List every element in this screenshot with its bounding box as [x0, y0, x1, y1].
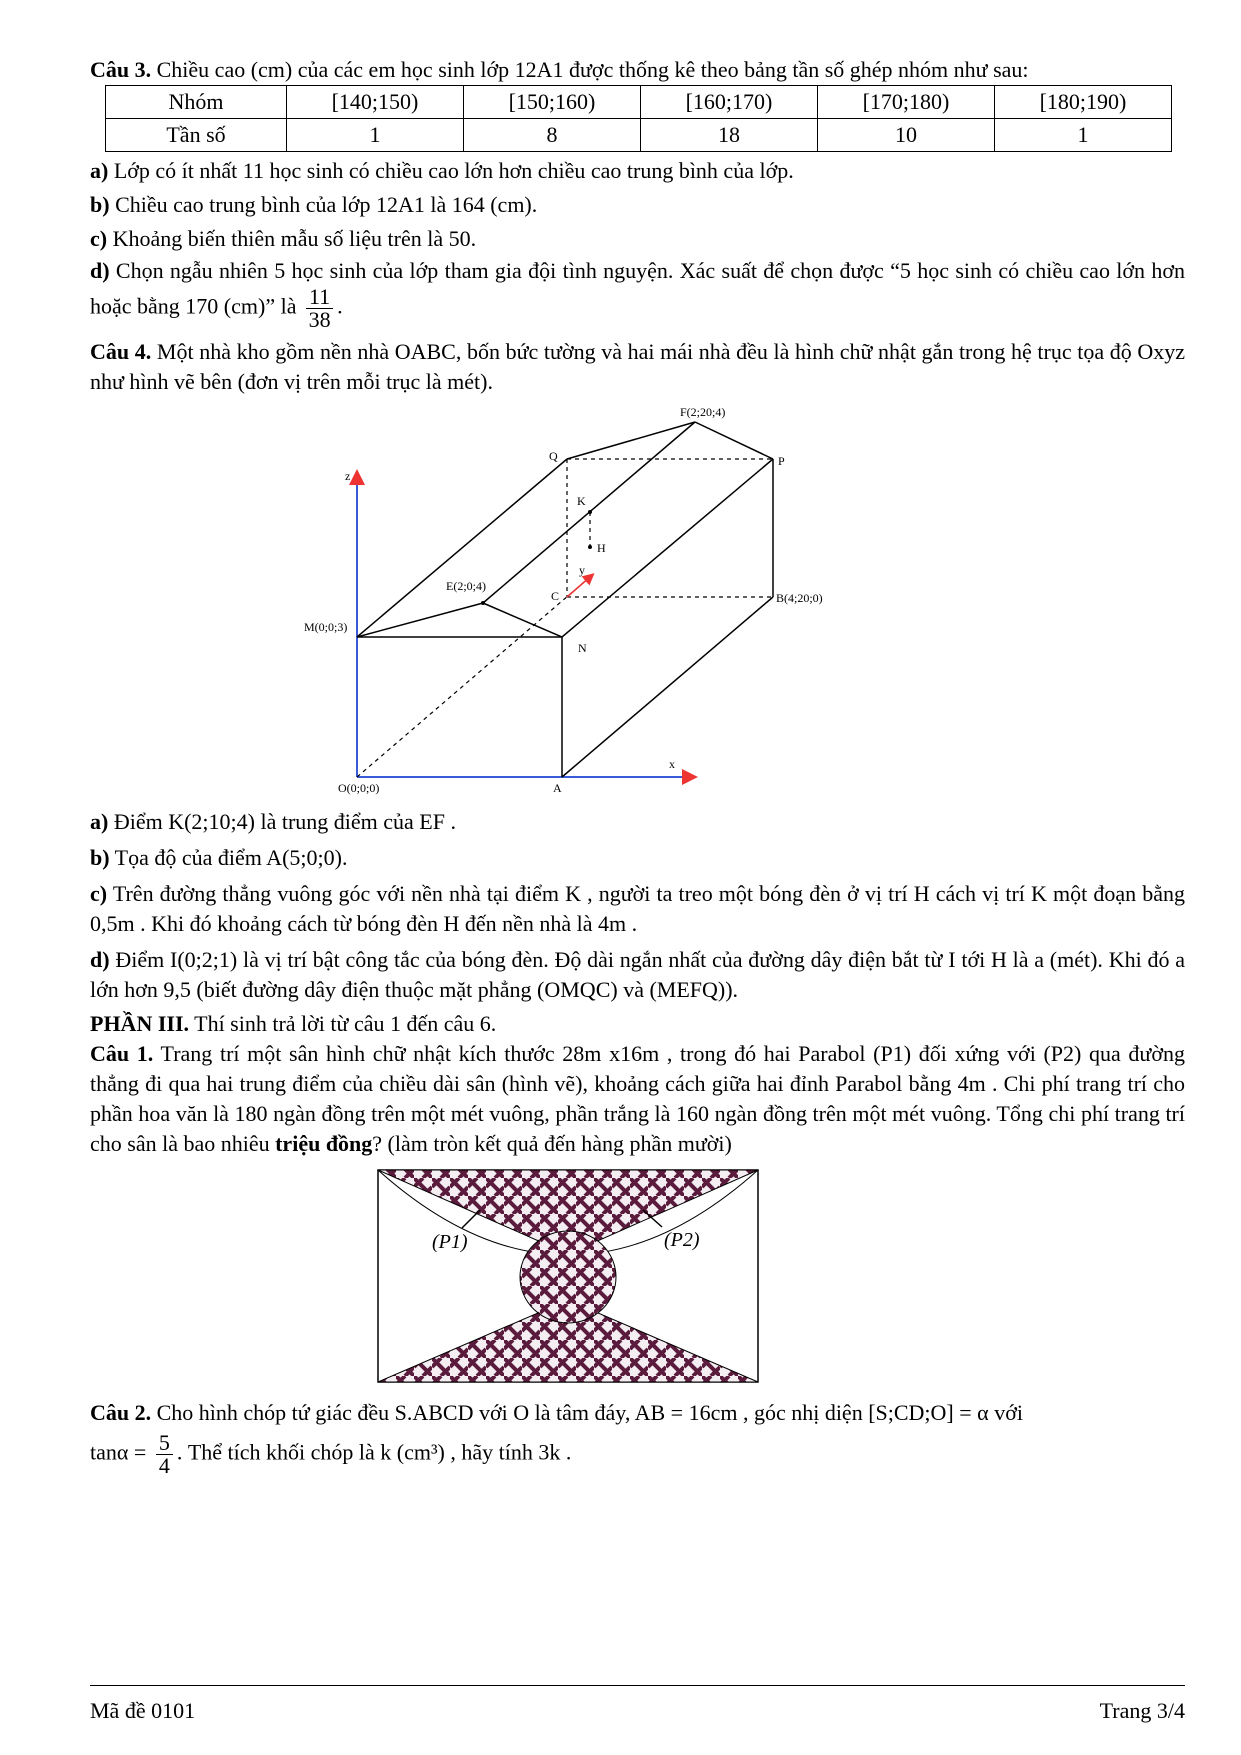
table-cell: Tần số: [106, 119, 287, 152]
page-number: Trang 3/4: [1099, 1698, 1185, 1723]
q3-option-a: [90, 156, 1185, 186]
table-row: [106, 119, 1172, 152]
q3-option-c: [90, 224, 1185, 254]
label-N: N: [578, 641, 587, 655]
p1-stem: [90, 1039, 1185, 1159]
option-label: a): [90, 158, 109, 183]
probability-fraction: [306, 286, 333, 331]
page-content: [90, 55, 1185, 1477]
p1-bold: triệu đồng: [275, 1131, 373, 1156]
option-text: Điểm I(0;2;1) là vị trí bật công tắc của bóng đèn. Độ dài ngắn nhất của đường dây điện bắt từ I tới H là a (mét). Khi đó a lớn hơn 9,5 (biết đường dây điện thuộc mặt phẳng (OMQC) và (MEFQ)).: [90, 947, 1186, 1002]
label-P1: (P1): [432, 1231, 468, 1253]
q3-text: Chiều cao (cm) của các em học sinh lớp 12A1 được thống kê theo bảng tần số ghép nhóm như sau:: [156, 57, 1029, 82]
table-cell: [180;190): [995, 86, 1172, 119]
option-text: Khoảng biến thiên mẫu số liệu trên là 50.: [112, 226, 477, 251]
table-cell: [160;170): [641, 86, 818, 119]
part3-heading: [90, 1009, 1185, 1039]
label-P: P: [778, 454, 785, 468]
option-text: Điểm K(2;10;4) là trung điểm của EF .: [113, 809, 456, 834]
option-label: a): [90, 809, 109, 834]
label-E: E(2;0;4): [446, 579, 486, 593]
table-cell: 1: [287, 119, 464, 152]
pattern-region-center: [520, 1231, 616, 1323]
fraction-numerator: 5: [156, 1432, 173, 1455]
option-label: c): [90, 881, 108, 906]
p2-stem: [90, 1398, 1185, 1428]
option-text: Trên đường thẳng vuông góc với nền nhà tại điểm K , người ta treo một bóng đèn ở vị trí H cách vị trí K một đoạn bằng 0,5m . Khi đó khoảng cách từ bóng đèn H đến nền nhà là 4m .: [90, 881, 1185, 936]
table-cell: 18: [641, 119, 818, 152]
q4-option-b: [90, 843, 1185, 873]
label-H: H: [597, 541, 606, 555]
p2-continued: [90, 1432, 1185, 1477]
q3-label: Câu 3.: [90, 57, 152, 82]
frequency-table: [105, 85, 1172, 152]
table-row: [106, 86, 1172, 119]
option-label: d): [90, 258, 110, 283]
label-A: A: [553, 781, 562, 795]
parabola-yard-figure: [90, 1165, 1185, 1390]
label-z: z: [345, 469, 351, 483]
p1-label: Câu 1.: [90, 1041, 154, 1066]
option-label: b): [90, 845, 110, 870]
option-label: d): [90, 947, 110, 972]
q3-stem: [90, 55, 1185, 85]
table-cell: 10: [818, 119, 995, 152]
q4-text: Một nhà kho gồm nền nhà OABC, bốn bức tường và hai mái nhà đều là hình chữ nhật gắn trong hệ trục tọa độ Oxyz như hình vẽ bên (đơn vị trên mỗi trục là mét).: [90, 339, 1186, 394]
label-K: K: [577, 494, 586, 508]
p2-tail: . Thể tích khối chóp là k (cm³) , hãy tính 3k .: [176, 1439, 572, 1465]
label-O: O(0;0;0): [338, 781, 380, 795]
label-C: C: [551, 589, 560, 603]
exam-code: Mã đề 0101: [90, 1698, 196, 1723]
q4-label: Câu 4.: [90, 339, 152, 364]
option-text: Lớp có ít nhất 11 học sinh có chiều cao lớn hơn chiều cao trung bình của lớp.: [113, 158, 794, 183]
option-text: Chiều cao trung bình của lớp 12A1 là 164 (cm).: [115, 192, 538, 217]
label-y: y: [579, 563, 585, 577]
table-cell: 1: [995, 119, 1172, 152]
label-P2: (P2): [664, 1229, 700, 1251]
option-label: c): [90, 226, 108, 251]
label-x: x: [669, 757, 675, 771]
option-label: b): [90, 192, 110, 217]
p2-label: Câu 2.: [90, 1400, 152, 1425]
table-cell: [140;150): [287, 86, 464, 119]
q4-option-d: [90, 945, 1185, 1005]
p1-text: Trang trí một sân hình chữ nhật kích thước 28m x16m , trong đó hai Parabol (P1) đối xứng với (P2) qua đường thẳng đi qua hai trung điểm của chiều dài sân (hình vẽ), khoảng cách giữa hai đỉnh Parabol bằng 4m . Chi phí trang trí cho phần hoa văn là 180 ngàn đồng trên một mét vuông, phần trắng là 160 ngàn đồng trên một mét vuông. Tổng chi phí trang trí cho sân là bao nhiêu: [90, 1041, 1185, 1156]
fraction-denominator: 38: [308, 307, 331, 332]
label-Q: Q: [549, 449, 558, 463]
q3-option-d: d) Chọn ngẫu nhiên 5 học sinh của lớp tham gia đội tình nguyện. Xác suất để chọn được “5 học sinh có chiều cao lớn hơn hoặc bằng 170 (cm)” là $\frac{11}{38}$ .: [90, 258, 1185, 332]
fraction-numerator: 11: [306, 286, 333, 309]
q4-stem: [90, 337, 1185, 397]
q4-option-c: [90, 879, 1185, 939]
label-B: B(4;20;0): [776, 591, 823, 605]
tan-fraction: [156, 1432, 173, 1477]
label-F: F(2;20;4): [680, 405, 726, 419]
warehouse-figure: [90, 397, 1185, 807]
p2-text: Cho hình chóp tứ giác đều S.ABCD với O là tâm đáy, AB = 16cm , góc nhị diện [S;CD;O] = α với: [156, 1400, 1023, 1425]
table-cell: [170;180): [818, 86, 995, 119]
p1-tail: ? (làm tròn kết quả đến hàng phần mười): [372, 1131, 732, 1156]
fraction-denominator: 4: [158, 1453, 170, 1478]
part3-text: Thí sinh trả lời từ câu 1 đến câu 6.: [194, 1011, 497, 1036]
table-cell: 8: [464, 119, 641, 152]
option-text: Chọn ngẫu nhiên 5 học sinh của lớp tham gia đội tình nguyện. Xác suất để chọn được “5 học sinh có chiều cao lớn hơn hoặc bằng 170 (cm)” là: [90, 258, 1185, 319]
part3-label: PHẦN III.: [90, 1011, 190, 1036]
tan-expression: tanα =: [90, 1439, 147, 1465]
page-footer: [90, 1685, 1185, 1724]
option-text: Tọa độ của điểm A(5;0;0).: [114, 845, 348, 870]
label-M: M(0;0;3): [304, 620, 348, 634]
q3-option-b: [90, 190, 1185, 220]
q4-option-a: [90, 807, 1185, 837]
table-cell: [150;160): [464, 86, 641, 119]
table-cell: Nhóm: [106, 86, 287, 119]
